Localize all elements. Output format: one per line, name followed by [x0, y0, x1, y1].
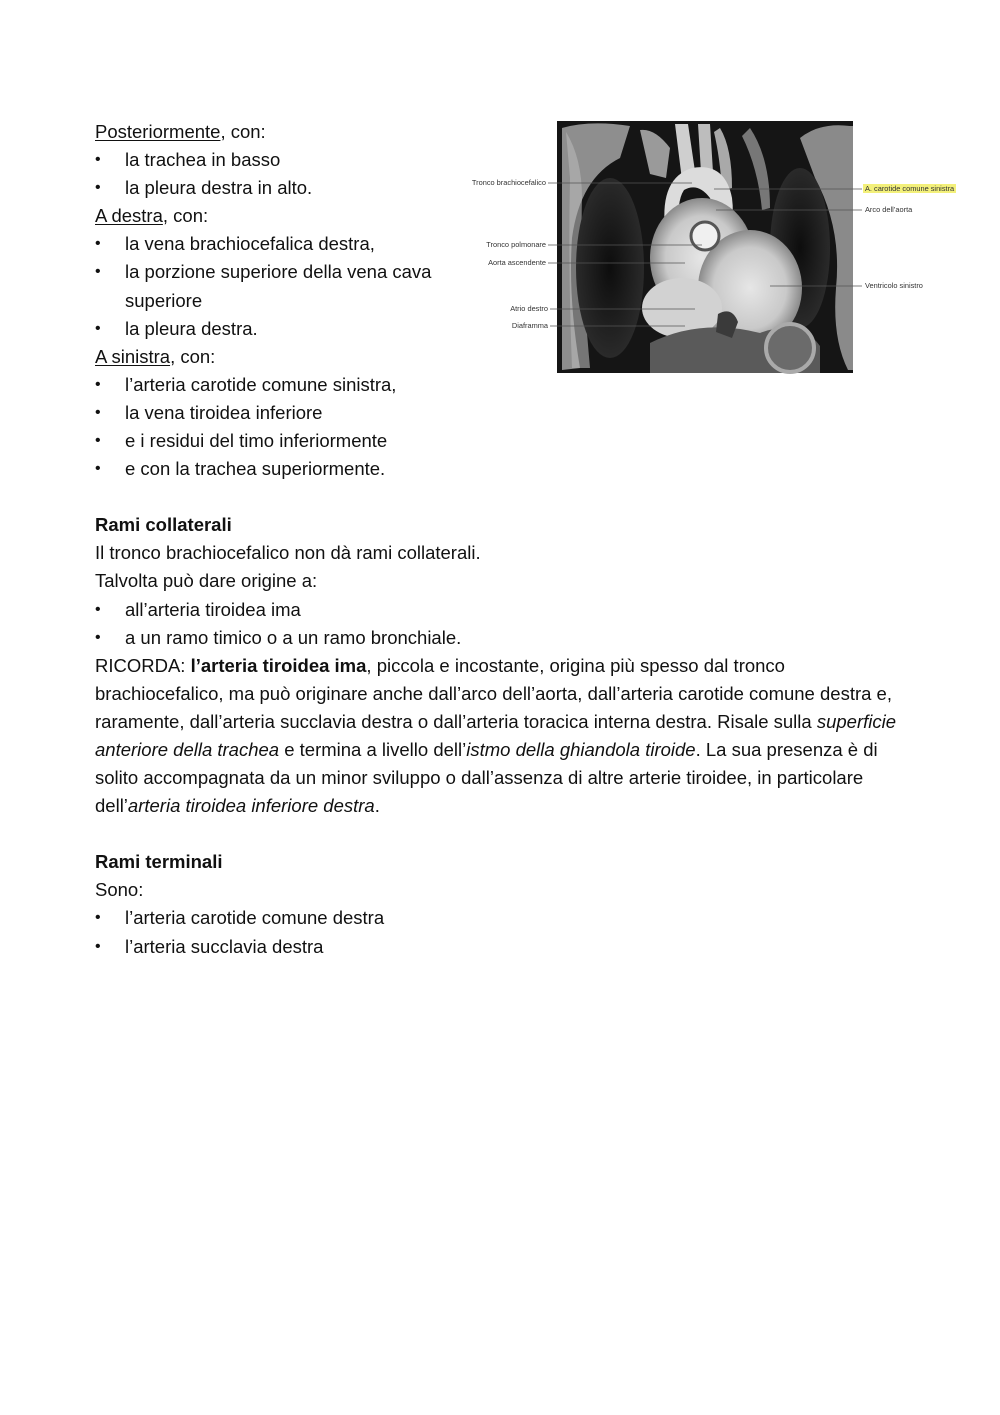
list-item: • e i residui del timo inferiormente — [95, 427, 905, 455]
list-item: • la pleura destra in alto. — [95, 174, 905, 202]
list-item: • la trachea in basso — [95, 146, 905, 174]
right-list — [95, 230, 905, 342]
label-arco-aorta: Arco dell’aorta — [865, 205, 913, 214]
terminali-intro: Sono: — [95, 879, 144, 901]
label-aorta-ascendente: Aorta ascendente — [488, 258, 546, 267]
list-item: • la vena tiroidea inferiore — [95, 399, 905, 427]
ricorda-paragraph: RICORDA: l’arteria tiroidea ima, piccola e incostante, origina più spesso dal tronco brachiocefalico, ma può originare anche dall’arco dell’aorta, dall’arteria carotide comune destra e, raramente, dall’arteria succlavia destra o dall’arteria toracica interna destra. Risale sulla superficie anteriore della trachea e termina a livello dell’istmo della ghiandola tiroide. La sua presenza è di solito accompagnata da un minor sviluppo o dall’assenza di altre arterie tiroidee, in particolare dell’arteria tiroidea inferiore destra. — [95, 654, 897, 817]
label-tronco-brachiocefalico: Tronco brachiocefalico — [471, 178, 546, 187]
rami-collaterali-heading: Rami collaterali — [95, 514, 232, 536]
list-item: • all’arteria tiroidea ima — [95, 596, 905, 624]
label-tronco-polmonare: Tronco polmonare — [486, 240, 546, 249]
list-item: • la vena brachiocefalica destra, — [95, 230, 905, 258]
list-item: • la pleura destra. — [95, 315, 905, 343]
label-carotide-sinistra: A. carotide comune sinistra — [865, 184, 955, 193]
terminali-list — [95, 904, 905, 960]
list-item: • l’arteria succlavia destra — [95, 933, 905, 961]
left-list — [95, 371, 905, 483]
collaterali-line-2: Talvolta può dare origine a: — [95, 570, 318, 592]
label-ventricolo-sinistro: Ventricolo sinistro — [865, 281, 923, 290]
list-item: • e con la trachea superiormente. — [95, 455, 905, 483]
label-atrio-destro: Atrio destro — [510, 304, 548, 313]
collaterali-list — [95, 596, 905, 652]
rami-terminali-heading: Rami terminali — [95, 851, 223, 873]
left-heading: A sinistra, con: — [95, 345, 216, 367]
list-item: • l’arteria carotide comune sinistra, — [95, 371, 905, 399]
posterior-heading: Posteriormente, con: — [95, 121, 266, 142]
collaterali-line-1: Il tronco brachiocefalico non dà rami collaterali. — [95, 542, 481, 564]
list-item: • a un ramo timico o a un ramo bronchiale. — [95, 624, 905, 652]
right-heading: A destra, con: — [95, 205, 209, 227]
list-item: • l’arteria carotide comune destra — [95, 904, 905, 932]
posterior-list — [95, 146, 905, 202]
list-item: • la porzione superiore della vena cava superiore — [95, 258, 465, 314]
body-text — [95, 118, 905, 961]
label-diaframma: Diaframma — [511, 321, 548, 330]
